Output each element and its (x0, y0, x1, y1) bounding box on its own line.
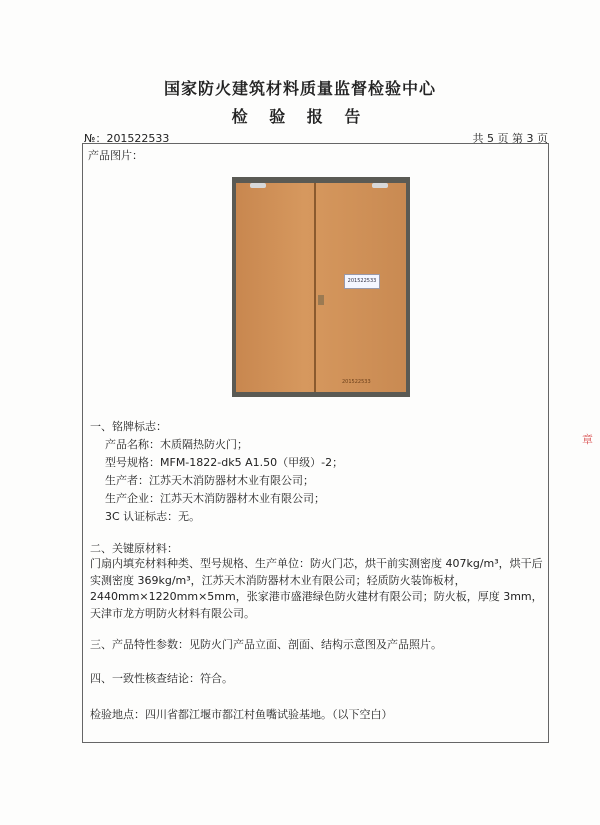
product-name-line: 产品名称：木质隔热防火门； (105, 438, 248, 451)
door-handle (318, 295, 324, 305)
model-line: 型号规格：MFM-1822-dk5 A1.50（甲级）-2； (105, 456, 344, 469)
handwritten-mark: 201522533 (342, 379, 371, 385)
producer-line: 生产者：江苏天木消防器材木业有限公司； (105, 474, 314, 487)
door-panel (236, 183, 406, 392)
report-title: 国家防火建筑材料质量监督检验中心 (163, 79, 436, 98)
section-heading-materials: 二、关键原材料： (90, 542, 178, 555)
cert-mark-line: 3C 认证标志：无。 (105, 510, 201, 523)
manufacturer-line: 生产企业：江苏天木消防器材木业有限公司； (105, 492, 325, 505)
report-number: №：201522533 (84, 132, 170, 145)
params-line: 三、产品特性参数：见防火门产品立面、剖面、结构示意图及产品照片。 (90, 638, 442, 651)
sample-sticker: 201522533 (344, 274, 380, 289)
consistency-line: 四、一致性核查结论：符合。 (90, 672, 233, 685)
page-indicator: 共 5 页 第 3 页 (472, 132, 548, 145)
location-line: 检验地点：四川省都江堰市都江村鱼嘴试验基地。（以下空白） (90, 708, 393, 721)
photo-label: 产品图片： (88, 149, 143, 162)
materials-body: 门扇内填充材料种类、型号规格、生产单位：防火门芯，烘干前实测密度 407kg/m³，烘干后实测密度 369kg/m³，江苏天木消防器材木业有限公司；轻质防火装饰板材，2440mm×1220mm×5mm，张家港市盛港绿色防火建材有限公司；防火板，厚度 3mm，天津市龙方明防火材料有限公司。 (90, 557, 543, 620)
report-subtitle: 检 验 报 告 (231, 107, 369, 126)
door-leaf-seam (314, 183, 316, 392)
hinge-icon (372, 183, 388, 188)
seal-edge: 章 (582, 433, 593, 446)
product-photo (232, 177, 410, 397)
section-heading-nameplate: 一、铭牌标志： (90, 420, 167, 433)
hinge-icon (250, 183, 266, 188)
